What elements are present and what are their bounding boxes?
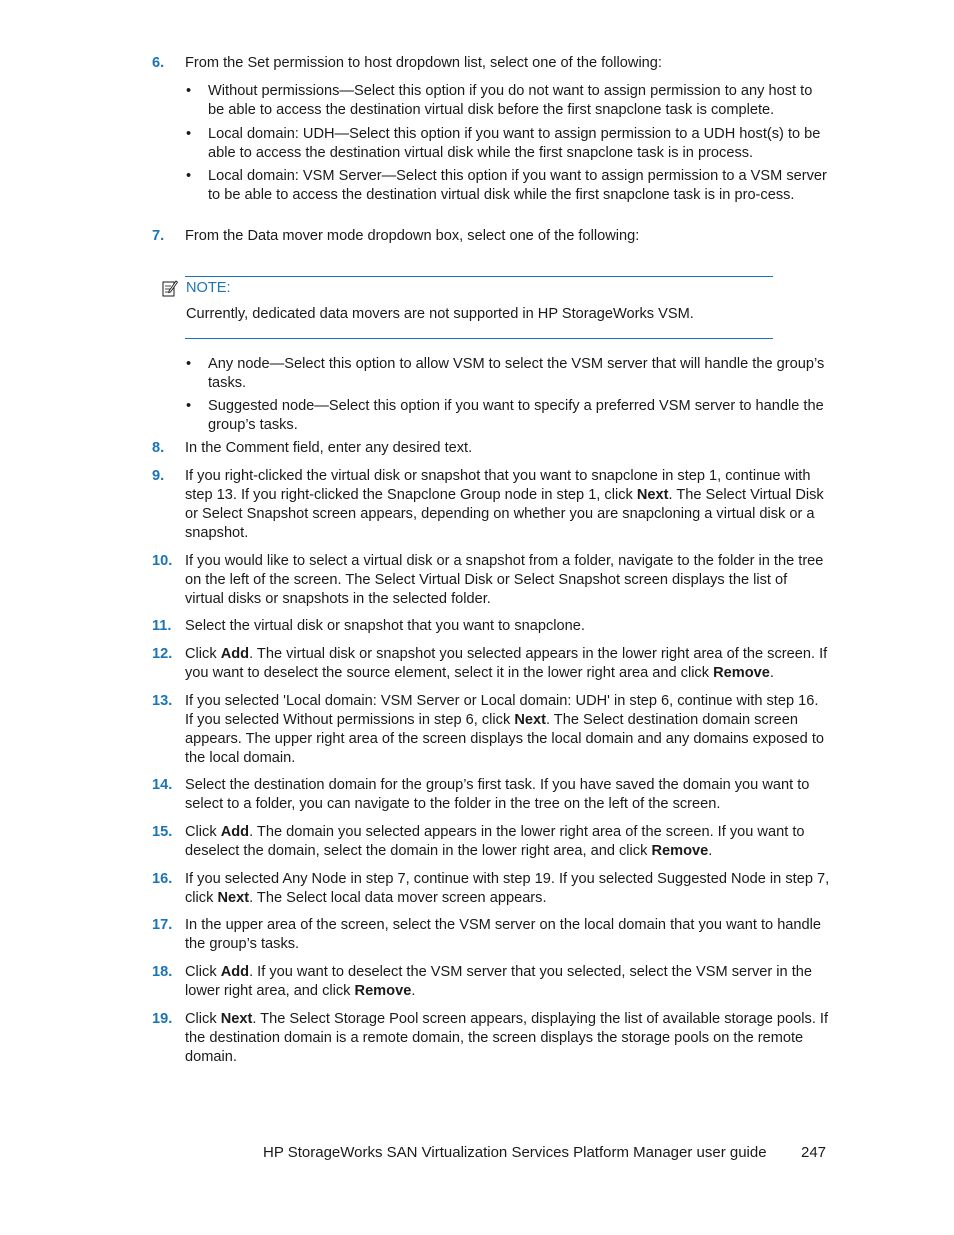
next-keyword: Next	[217, 890, 250, 906]
step-text: Select the virtual disk or snapshot that you want to snapclone.	[185, 618, 585, 634]
next-keyword: Next	[514, 712, 546, 728]
step-text: From the Set permission to host dropdown list, select one of the following:	[185, 55, 662, 71]
step-number: 6.	[152, 55, 165, 71]
step-number: 9.	[152, 468, 165, 484]
step-number: 7.	[152, 228, 165, 244]
next-keyword: Next	[220, 1011, 253, 1027]
step-text: In the Comment field, enter any desired text.	[185, 440, 473, 456]
step-text: Click Add. The virtual disk or snapshot you selected appears in the lower right area of the screen. If you want to deselect the source element, select it in the lower right area and click Remove.	[185, 646, 828, 681]
bullet-dot: •	[186, 83, 192, 99]
bullet-dot: •	[186, 398, 192, 414]
step-text: In the upper area of the screen, select the VSM server on the local domain that you want to handle the group’s tasks.	[185, 917, 822, 952]
bullet-dot: •	[186, 356, 192, 372]
remove-keyword: Remove	[651, 843, 709, 859]
add-keyword: Add	[220, 646, 250, 662]
step-text: Select the destination domain for the group’s first task. If you have saved the domain you want to select to a folder, you can navigate to the folder in the tree on the left of the screen.	[185, 777, 810, 812]
step-number: 15.	[152, 824, 173, 840]
note-bottom-rule	[185, 338, 773, 339]
footer-title: HP StorageWorks SAN Virtualization Services Platform Manager user guide	[263, 1144, 767, 1161]
step-text: From the Data mover mode dropdown box, select one of the following:	[185, 228, 640, 244]
note-text: Currently, dedicated data movers are not supported in HP StorageWorks VSM.	[186, 306, 694, 322]
note-label: NOTE:	[186, 280, 231, 296]
step-number: 11.	[152, 618, 172, 634]
step-number: 17.	[152, 917, 173, 933]
step-text: If you right-clicked the virtual disk or snapshot that you want to snapclone in step 1, continue with step 13. If you right-clicked the Snapclone Group node in step 1, click Next. The Select Virtual Disk or Select Snapshot screen appears, depending on whether you are snapcloning a virtual disk or a snapshot.	[185, 468, 824, 541]
step-number: 8.	[152, 440, 165, 456]
bullet-dot: •	[186, 168, 192, 184]
note-top-rule	[185, 276, 773, 277]
step-text: Click Add. If you want to deselect the VSM server that you selected, select the VSM server in the lower right area, and click Remove.	[185, 964, 813, 999]
note-pencil-icon	[162, 279, 178, 297]
bullet-dot: •	[186, 126, 192, 142]
step-text: If you selected 'Local domain: VSM Server or Local domain: UDH' in step 6, continue with step 16. If you selected Without permissions in step 6, click Next. The Select destination domain screen appears. The upper right area of the screen displays the local domain and any domains exposed to the local domain.	[185, 693, 825, 766]
step-number: 13.	[152, 693, 173, 709]
remove-keyword: Remove	[713, 665, 770, 681]
bullet-text: Without permissions—Select this option if you do not want to assign permission to any host to be able to access the destination virtual disk before the first snapclone task is complete.	[208, 83, 813, 118]
step-number: 16.	[152, 871, 173, 887]
step-number: 14.	[152, 777, 173, 793]
step-text: Click Next. The Select Storage Pool screen appears, displaying the list of available storage pools. If the destination domain is a remote domain, the screen displays the storage pools on the remote domain.	[185, 1011, 829, 1065]
bullet-text: Any node—Select this option to allow VSM to select the VSM server that will handle the group’s tasks.	[208, 356, 825, 391]
add-keyword: Add	[220, 824, 250, 840]
page-number: 247	[801, 1144, 827, 1161]
remove-keyword: Remove	[354, 983, 412, 999]
step-text: Click Add. The domain you selected appears in the lower right area of the screen. If you want to deselect the domain, select the domain in the lower right area, and click Remove.	[185, 824, 805, 859]
bullet-text: Suggested node—Select this option if you want to specify a preferred VSM server to handle the group’s tasks.	[208, 398, 824, 433]
step-number: 10.	[152, 553, 173, 569]
step-number: 18.	[152, 964, 173, 980]
bullet-text: Local domain: VSM Server—Select this option if you want to assign permission to a VSM server to be able to access the destination virtual disk while the first snapclone task is in pro-cess.	[208, 168, 827, 203]
step-text: If you selected Any Node in step 7, continue with step 19. If you selected Suggested Node in step 7, click Next. The Select local data mover screen appears.	[185, 871, 830, 906]
next-keyword: Next	[636, 487, 669, 503]
bullet-text: Local domain: UDH—Select this option if you want to assign permission to a UDH host(s) to be able to access the destination virtual disk while the first snapclone task is in process.	[208, 126, 821, 161]
step-text: If you would like to select a virtual disk or a snapshot from a folder, navigate to the folder in the tree on the left of the screen. The Select Virtual Disk or Select Snapshot screen displays the list of virtual disks or snapshots in the selected folder.	[185, 553, 824, 607]
step-number: 12.	[152, 646, 173, 662]
add-keyword: Add	[220, 964, 250, 980]
step-number: 19.	[152, 1011, 173, 1027]
